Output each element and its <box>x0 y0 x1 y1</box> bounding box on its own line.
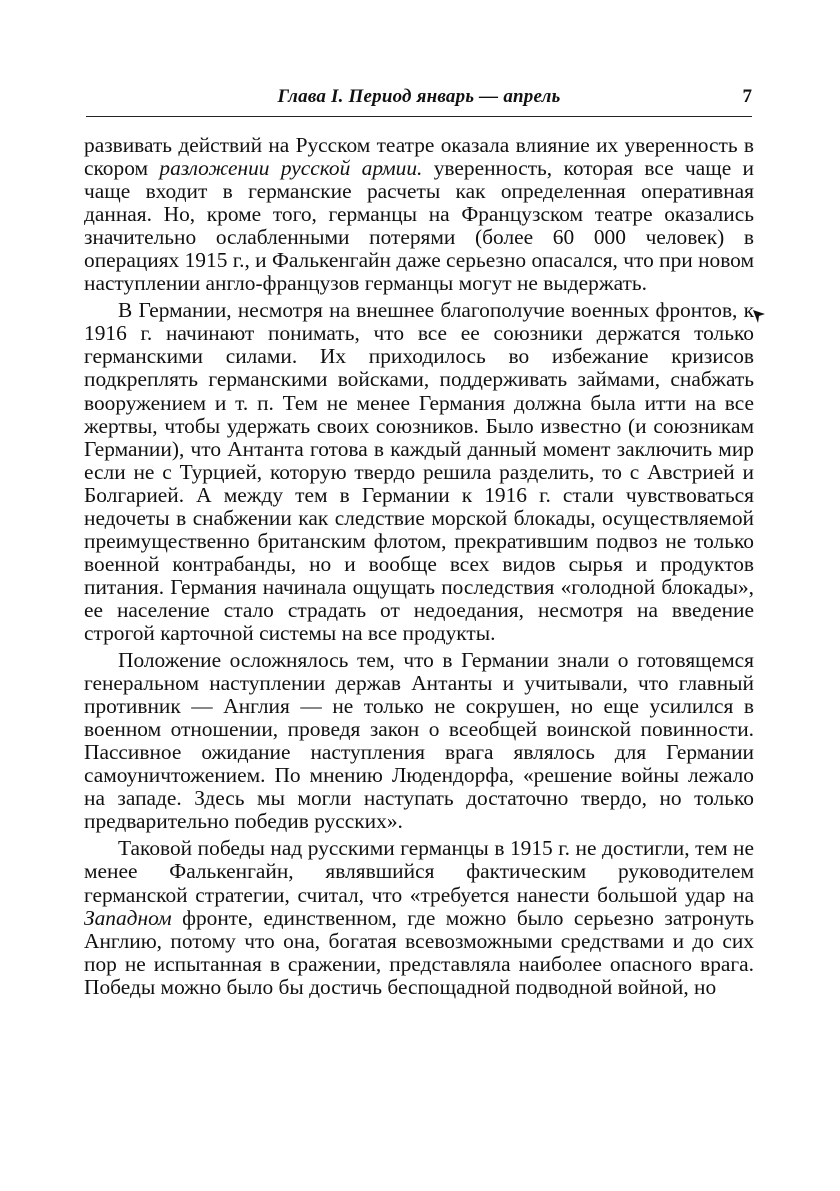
header-rule <box>86 116 752 117</box>
text-run: развивать действий на Русском театре оказала влияние их уверенность в скором <box>84 133 754 181</box>
text-run: фронте, единственном, где можно было серьезно затронуть Англию, потому что она, богатая всевозможными средствами и до сих пор не испытанная в сражении, представляла наиболее опасного врага. Победы можно было бы достичь беспощадной подводной войной, но <box>84 905 754 999</box>
emphasis-text: Западном <box>84 905 172 930</box>
text-run: В Германии, несмотря на внешнее благополучие военных фронтов, к 1916 г. начинают понимать, что все ее союзники держатся только германскими силами. Их приходилось во избежание кризисов подкреплять германскими войсками, поддерживать займами, снабжать вооружением и т. п. Тем не менее Германия должна была итти на все жертвы, чтобы удержать своих союзников. Было известно (и союзникам Германии), что Антанта готова в каждый данный момент заключить мир если не с Турцией, которую твердо решила разделить, то с Австрией и Болгарией. А между тем в Германии к 1916 г. стали чувствоваться недочеты в снабжении как следствие морской блокады, осуществляемой преимущественно британским флотом, прекратившим подвоз не только военной контрабанды, но и вообще всех видов сырья и продуктов питания. Германия начинала ощущать последствия «голодной блокады», ее население стало страдать от недоедания, несмотря на введение строгой карточной системы на все продукты. <box>84 298 754 645</box>
paragraph-4 <box>84 837 754 998</box>
emphasis-text: разложении русской армии. <box>159 156 423 181</box>
running-header <box>86 86 752 112</box>
text-run: уверенность, которая все чаще и чаще входит в германские расчеты как определенная оперативная данная. Но, кроме того, германцы на Французском театре оказались значительно ослабленными потерями (более 60 000 человек) в операциях 1915 г., и Фалькенгайн даже серьезно опасался, что при новом наступлении англо-французов германцы могут не выдержать. <box>84 156 755 296</box>
margin-pointer-icon <box>752 308 766 324</box>
paragraph-3 <box>84 649 754 833</box>
paragraph-2 <box>84 299 754 645</box>
paragraph-1 <box>84 134 754 295</box>
body-text <box>84 134 754 999</box>
text-run: Таковой победы над русскими германцы в 1915 г. не достигли, тем не менее Фалькенгайн, являвшийся фактическим руководителем германской стратегии, считал, что «требуется нанести большой удар на <box>84 836 754 907</box>
page-number: 7 <box>742 86 752 107</box>
chapter-title: Глава I. Период январь — апрель <box>277 86 561 107</box>
text-run: Положение осложнялось тем, что в Германии знали о готовящемся генеральном наступлении держав Антанты и учитывали, что главный противник — Англия — не только не сокрушен, но еще усилился в военном отношении, проведя закон о всеобщей воинской повинности. Пассивное ожидание наступления врага являлось для Германии самоуничтожением. По мнению Людендорфа, «решение войны лежало на западе. Здесь мы могли наступать достаточно твердо, но только предварительно победив русских». <box>84 648 754 834</box>
